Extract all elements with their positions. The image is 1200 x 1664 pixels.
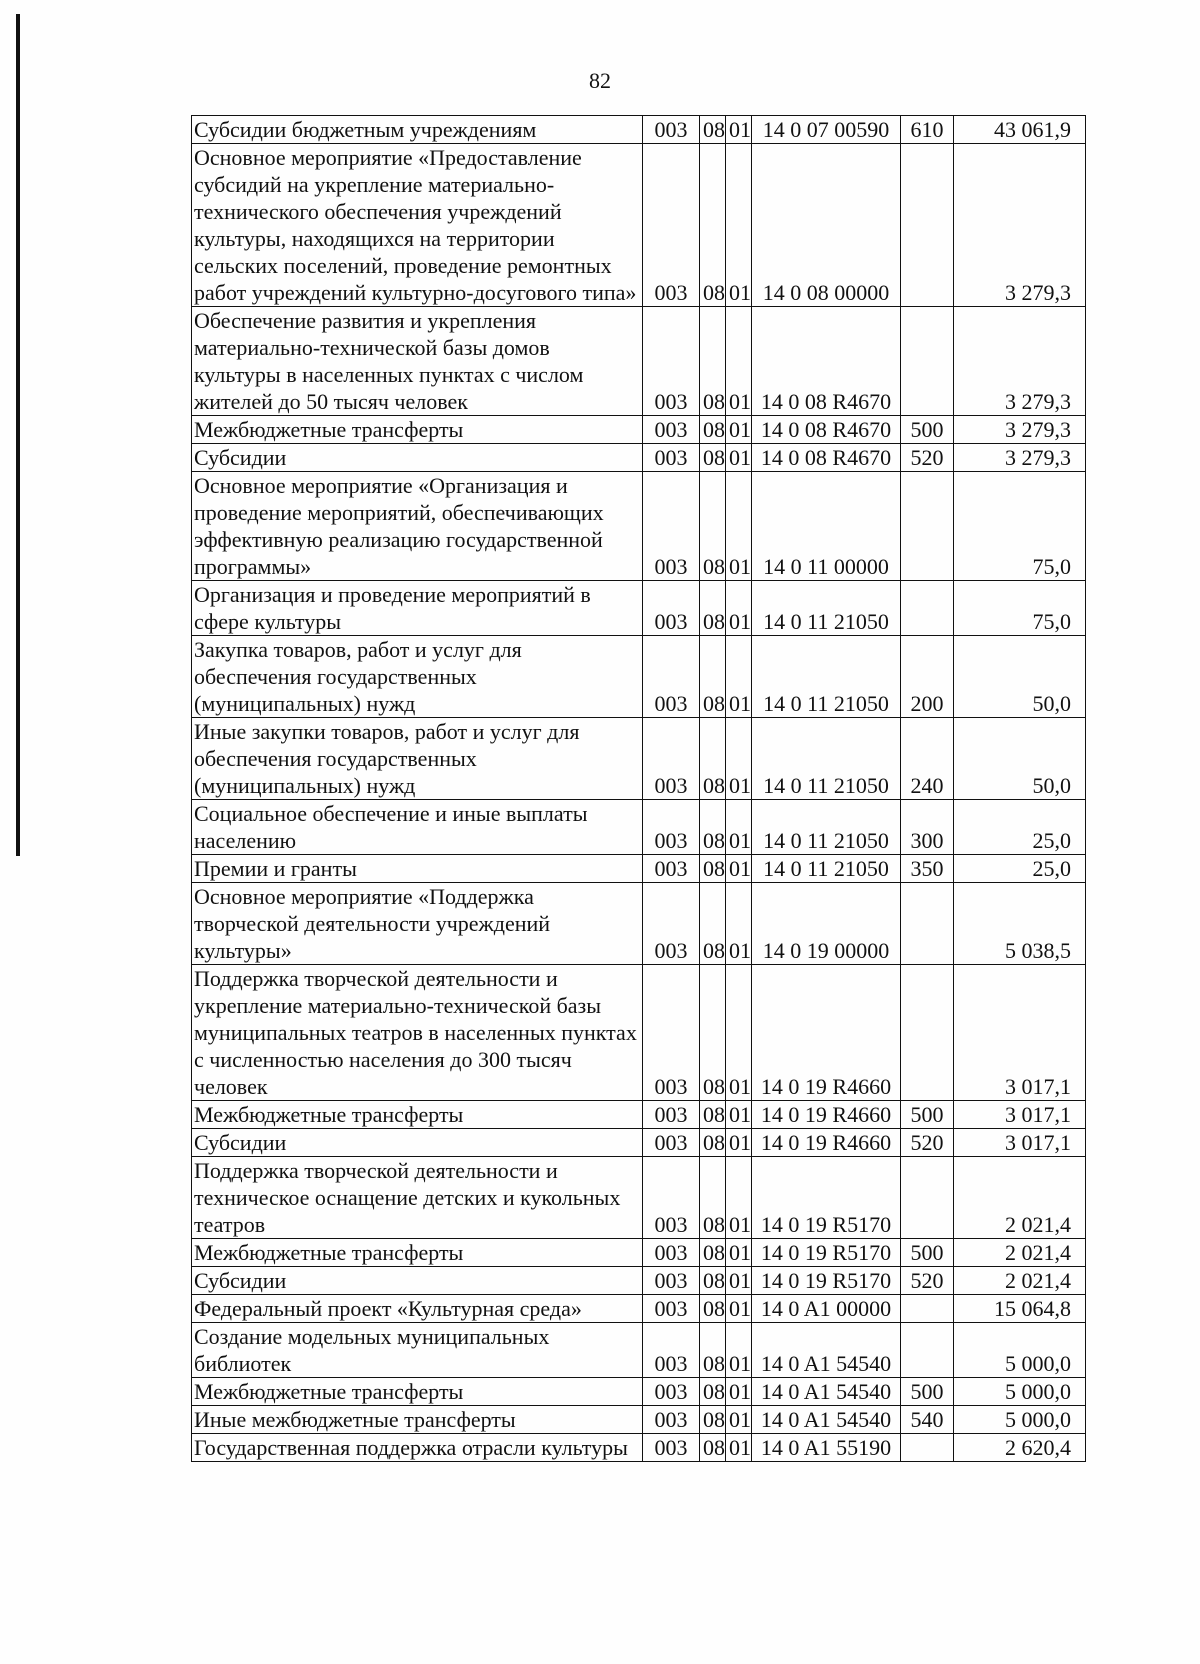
table-row (192, 883, 1086, 965)
cell-name: Создание модельных муниципальных библиотек (192, 1323, 643, 1378)
cell-target-article: 14 0 A1 54540 (752, 1323, 901, 1378)
cell-name: Субсидии бюджетным учреждениям (192, 116, 643, 144)
cell-target-article: 14 0 11 21050 (752, 581, 901, 636)
cell-target-article: 14 0 19 00000 (752, 883, 901, 965)
table-row (192, 1239, 1086, 1267)
table-row (192, 855, 1086, 883)
cell-section: 08 (700, 416, 726, 444)
cell-expense-type (901, 883, 954, 965)
cell-subsection: 01 (726, 307, 752, 416)
cell-section: 08 (700, 307, 726, 416)
cell-name: Межбюджетные трансферты (192, 416, 643, 444)
cell-target-article: 14 0 11 21050 (752, 718, 901, 800)
cell-target-article: 14 0 07 00590 (752, 116, 901, 144)
cell-subsection: 01 (726, 444, 752, 472)
cell-name: Закупка товаров, работ и услуг для обеспечения государственных (муниципальных) нужд (192, 636, 643, 718)
page-number: 82 (589, 68, 611, 93)
cell-grbs: 003 (643, 1239, 700, 1267)
cell-target-article: 14 0 19 R4660 (752, 1101, 901, 1129)
cell-target-article: 14 0 08 R4670 (752, 307, 901, 416)
cell-grbs: 003 (643, 416, 700, 444)
cell-grbs: 003 (643, 1101, 700, 1129)
cell-section: 08 (700, 581, 726, 636)
cell-amount: 15 064,8 (954, 1295, 1086, 1323)
table-row (192, 1157, 1086, 1239)
cell-target-article: 14 0 19 R4660 (752, 1129, 901, 1157)
cell-subsection: 01 (726, 472, 752, 581)
cell-subsection: 01 (726, 1101, 752, 1129)
cell-name: Премии и гранты (192, 855, 643, 883)
table-row (192, 1267, 1086, 1295)
cell-amount: 3 017,1 (954, 1129, 1086, 1157)
cell-grbs: 003 (643, 855, 700, 883)
cell-target-article: 14 0 11 21050 (752, 800, 901, 855)
cell-grbs: 003 (643, 1267, 700, 1295)
cell-expense-type (901, 1295, 954, 1323)
cell-name: Иные закупки товаров, работ и услуг для обеспечения государственных (муниципальных) нужд (192, 718, 643, 800)
cell-amount: 3 017,1 (954, 1101, 1086, 1129)
cell-amount: 25,0 (954, 800, 1086, 855)
table-row (192, 1434, 1086, 1462)
cell-expense-type: 350 (901, 855, 954, 883)
table-row (192, 144, 1086, 307)
table-row (192, 1378, 1086, 1406)
cell-target-article: 14 0 19 R5170 (752, 1157, 901, 1239)
table-row (192, 116, 1086, 144)
cell-target-article: 14 0 08 00000 (752, 144, 901, 307)
cell-subsection: 01 (726, 800, 752, 855)
cell-amount: 43 061,9 (954, 116, 1086, 144)
cell-target-article: 14 0 11 00000 (752, 472, 901, 581)
cell-name: Межбюджетные трансферты (192, 1239, 643, 1267)
cell-grbs: 003 (643, 116, 700, 144)
cell-section: 08 (700, 1406, 726, 1434)
cell-subsection: 01 (726, 416, 752, 444)
cell-grbs: 003 (643, 444, 700, 472)
cell-expense-type (901, 144, 954, 307)
table-row (192, 472, 1086, 581)
cell-section: 08 (700, 1239, 726, 1267)
cell-expense-type (901, 1157, 954, 1239)
cell-grbs: 003 (643, 1157, 700, 1239)
cell-subsection: 01 (726, 1378, 752, 1406)
cell-name: Межбюджетные трансферты (192, 1378, 643, 1406)
cell-amount: 75,0 (954, 472, 1086, 581)
cell-amount: 25,0 (954, 855, 1086, 883)
cell-section: 08 (700, 1129, 726, 1157)
cell-grbs: 003 (643, 965, 700, 1101)
cell-expense-type: 200 (901, 636, 954, 718)
cell-expense-type: 520 (901, 1129, 954, 1157)
cell-section: 08 (700, 1157, 726, 1239)
cell-grbs: 003 (643, 1129, 700, 1157)
cell-target-article: 14 0 A1 55190 (752, 1434, 901, 1462)
cell-section: 08 (700, 444, 726, 472)
cell-name: Межбюджетные трансферты (192, 1101, 643, 1129)
cell-name: Поддержка творческой деятельности и укрепление материально-технической базы муниципальных театров в населенных пунктах с численностью населения до 300 тысяч человек (192, 965, 643, 1101)
cell-subsection: 01 (726, 1239, 752, 1267)
table-row (192, 444, 1086, 472)
cell-target-article: 14 0 19 R5170 (752, 1239, 901, 1267)
cell-section: 08 (700, 1378, 726, 1406)
cell-section: 08 (700, 1323, 726, 1378)
cell-name: Субсидии (192, 1129, 643, 1157)
cell-grbs: 003 (643, 1323, 700, 1378)
cell-expense-type: 500 (901, 1101, 954, 1129)
cell-name: Основное мероприятие «Поддержка творческой деятельности учреждений культуры» (192, 883, 643, 965)
cell-section: 08 (700, 116, 726, 144)
cell-amount: 3 279,3 (954, 307, 1086, 416)
cell-expense-type (901, 472, 954, 581)
table-row (192, 965, 1086, 1101)
cell-section: 08 (700, 144, 726, 307)
cell-expense-type (901, 1434, 954, 1462)
cell-expense-type: 520 (901, 1267, 954, 1295)
cell-name: Иные межбюджетные трансферты (192, 1406, 643, 1434)
cell-expense-type: 610 (901, 116, 954, 144)
cell-name: Поддержка творческой деятельности и техническое оснащение детских и кукольных театров (192, 1157, 643, 1239)
cell-section: 08 (700, 1295, 726, 1323)
cell-section: 08 (700, 636, 726, 718)
cell-grbs: 003 (643, 636, 700, 718)
cell-subsection: 01 (726, 116, 752, 144)
cell-grbs: 003 (643, 718, 700, 800)
table-row (192, 1406, 1086, 1434)
cell-target-article: 14 0 08 R4670 (752, 444, 901, 472)
cell-grbs: 003 (643, 1378, 700, 1406)
cell-subsection: 01 (726, 1267, 752, 1295)
cell-name: Социальное обеспечение и иные выплаты населению (192, 800, 643, 855)
cell-section: 08 (700, 855, 726, 883)
cell-subsection: 01 (726, 1157, 752, 1239)
cell-section: 08 (700, 718, 726, 800)
cell-amount: 3 279,3 (954, 444, 1086, 472)
table-row (192, 1295, 1086, 1323)
cell-subsection: 01 (726, 581, 752, 636)
table-row (192, 718, 1086, 800)
cell-amount: 75,0 (954, 581, 1086, 636)
cell-subsection: 01 (726, 1295, 752, 1323)
cell-grbs: 003 (643, 581, 700, 636)
cell-amount: 50,0 (954, 636, 1086, 718)
cell-subsection: 01 (726, 1129, 752, 1157)
cell-expense-type (901, 1323, 954, 1378)
budget-table (191, 115, 1086, 1462)
cell-grbs: 003 (643, 1295, 700, 1323)
cell-section: 08 (700, 1267, 726, 1295)
cell-amount: 3 279,3 (954, 144, 1086, 307)
cell-amount: 2 021,4 (954, 1239, 1086, 1267)
cell-amount: 2 021,4 (954, 1267, 1086, 1295)
cell-amount: 3 279,3 (954, 416, 1086, 444)
cell-expense-type (901, 307, 954, 416)
cell-subsection: 01 (726, 855, 752, 883)
cell-amount: 5 000,0 (954, 1378, 1086, 1406)
table-row (192, 1129, 1086, 1157)
table-row (192, 1323, 1086, 1378)
cell-amount: 2 021,4 (954, 1157, 1086, 1239)
cell-amount: 50,0 (954, 718, 1086, 800)
cell-name: Основное мероприятие «Организация и проведение мероприятий, обеспечивающих эффективную реализацию государственной программы» (192, 472, 643, 581)
cell-expense-type (901, 581, 954, 636)
cell-target-article: 14 0 A1 54540 (752, 1378, 901, 1406)
cell-target-article: 14 0 11 21050 (752, 636, 901, 718)
cell-grbs: 003 (643, 307, 700, 416)
cell-expense-type: 500 (901, 1378, 954, 1406)
cell-grbs: 003 (643, 1434, 700, 1462)
cell-amount: 5 000,0 (954, 1323, 1086, 1378)
table-row (192, 636, 1086, 718)
cell-amount: 5 000,0 (954, 1406, 1086, 1434)
budget-table-body (192, 116, 1086, 1462)
cell-amount: 5 038,5 (954, 883, 1086, 965)
scan-margin-line (16, 14, 20, 856)
cell-target-article: 14 0 A1 00000 (752, 1295, 901, 1323)
cell-subsection: 01 (726, 883, 752, 965)
cell-section: 08 (700, 472, 726, 581)
cell-amount: 2 620,4 (954, 1434, 1086, 1462)
cell-target-article: 14 0 19 R5170 (752, 1267, 901, 1295)
table-row (192, 1101, 1086, 1129)
cell-name: Основное мероприятие «Предоставление субсидий на укрепление материально-технического обеспечения учреждений культуры, находящихся на территории сельских поселений, проведение ремонтных работ учреждений культурно-досугового типа» (192, 144, 643, 307)
cell-subsection: 01 (726, 1406, 752, 1434)
cell-target-article: 14 0 08 R4670 (752, 416, 901, 444)
cell-section: 08 (700, 965, 726, 1101)
cell-target-article: 14 0 A1 54540 (752, 1406, 901, 1434)
cell-name: Обеспечение развития и укрепления материально-технической базы домов культуры в населенных пунктах с числом жителей до 50 тысяч человек (192, 307, 643, 416)
cell-subsection: 01 (726, 144, 752, 307)
cell-subsection: 01 (726, 1323, 752, 1378)
cell-name: Федеральный проект «Культурная среда» (192, 1295, 643, 1323)
table-row (192, 416, 1086, 444)
cell-expense-type: 240 (901, 718, 954, 800)
cell-subsection: 01 (726, 965, 752, 1101)
cell-grbs: 003 (643, 144, 700, 307)
table-row (192, 800, 1086, 855)
cell-grbs: 003 (643, 1406, 700, 1434)
cell-name: Субсидии (192, 1267, 643, 1295)
cell-section: 08 (700, 883, 726, 965)
cell-target-article: 14 0 19 R4660 (752, 965, 901, 1101)
cell-section: 08 (700, 1434, 726, 1462)
cell-section: 08 (700, 800, 726, 855)
cell-name: Субсидии (192, 444, 643, 472)
cell-expense-type: 540 (901, 1406, 954, 1434)
cell-grbs: 003 (643, 800, 700, 855)
cell-expense-type: 520 (901, 444, 954, 472)
cell-name: Организация и проведение мероприятий в сфере культуры (192, 581, 643, 636)
cell-section: 08 (700, 1101, 726, 1129)
table-row (192, 581, 1086, 636)
cell-grbs: 003 (643, 472, 700, 581)
cell-subsection: 01 (726, 718, 752, 800)
cell-expense-type: 500 (901, 1239, 954, 1267)
cell-expense-type: 300 (901, 800, 954, 855)
cell-grbs: 003 (643, 883, 700, 965)
cell-expense-type (901, 965, 954, 1101)
table-row (192, 307, 1086, 416)
cell-target-article: 14 0 11 21050 (752, 855, 901, 883)
cell-subsection: 01 (726, 1434, 752, 1462)
cell-subsection: 01 (726, 636, 752, 718)
cell-expense-type: 500 (901, 416, 954, 444)
cell-name: Государственная поддержка отрасли культуры (192, 1434, 643, 1462)
cell-amount: 3 017,1 (954, 965, 1086, 1101)
